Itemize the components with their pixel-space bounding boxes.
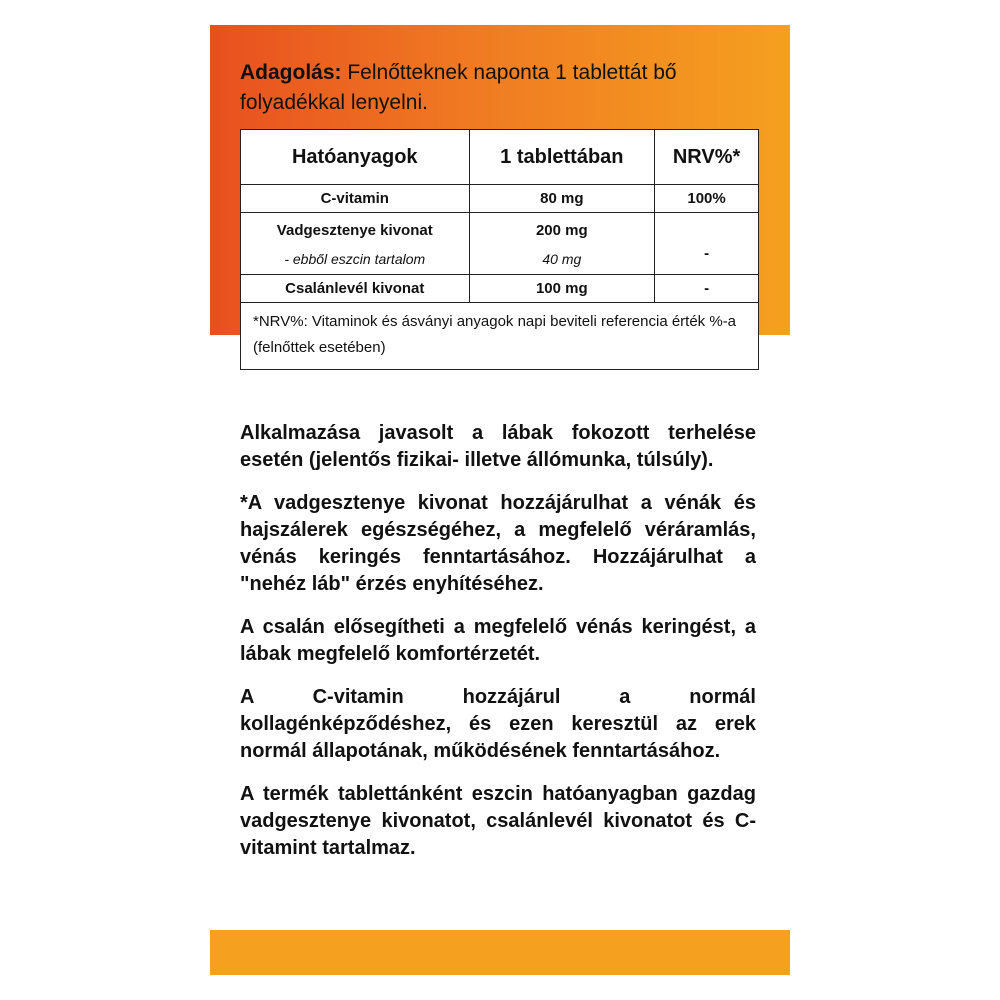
nutrition-table (240, 129, 759, 370)
paragraph: Alkalmazása javasolt a lábak fokozott terhelése esetén (jelentős fizikai- illetve állómunka, túlsúly). (240, 422, 756, 471)
ingredient-nrv: 100% (655, 185, 759, 213)
ingredient-amount: 80 mg (469, 185, 655, 213)
table-row (241, 185, 759, 213)
dosage-text (240, 58, 780, 118)
paragraph: A termék tablettánként eszcin hatóanyagban gazdag vadgesztenye kivonatot, csalánlevél kivonatot és C-vitamint tartalmaz. (240, 783, 756, 859)
ingredient-nrv: - (704, 245, 710, 262)
nrv-cell (655, 213, 759, 275)
ingredient-amount: 100 mg (469, 275, 655, 303)
paragraph: A csalán elősegítheti a megfelelő vénás keringést, a lábak megfelelő komfortérzetét. (240, 616, 756, 665)
header-per-tablet: 1 tablettában (469, 130, 655, 185)
ingredient-sub-name: - ebből eszcin tartalom (284, 251, 426, 267)
description-text (240, 420, 756, 878)
dosage-label: Adagolás: (240, 61, 342, 84)
table-row (241, 213, 759, 275)
ingredient-name: Csalánlevél kivonat (241, 275, 470, 303)
table-footnote-row (241, 303, 759, 370)
dosage-instructions: Felnőtteknek naponta 1 tablettát bő folyadékkal lenyelni. (240, 61, 677, 114)
ingredient-amount: 200 mg (535, 222, 588, 239)
ingredient-name: C-vitamin (241, 185, 470, 213)
table-header-row (241, 130, 759, 185)
ingredient-sub-amount: 40 mg (542, 251, 582, 267)
header-nrv: NRV%* (655, 130, 759, 185)
ingredient-name: Vadgesztenye kivonat (276, 222, 433, 239)
table-row (241, 275, 759, 303)
amount-cell (469, 213, 655, 275)
nrv-footnote: *NRV%: Vitaminok és ásványi anyagok napi beviteli referencia érték %-a (felnőttek esetében) (241, 303, 759, 370)
ingredient-cell (241, 213, 470, 275)
bottom-orange-bar (210, 930, 790, 975)
header-ingredients: Hatóanyagok (241, 130, 470, 185)
paragraph: A C-vitamin hozzájárul a normál kollagénképződéshez, és ezen keresztül az erek normál állapotának, működésének fenntartásához. (240, 686, 756, 762)
paragraph: *A vadgesztenye kivonat hozzájárulhat a vénák és hajszálerek egészségéhez, a megfelelő véráramlás, vénás keringés fenntartásához. Hozzájárulhat a "nehéz láb" érzés enyhítéséhez. (240, 492, 756, 595)
ingredient-nrv: - (655, 275, 759, 303)
